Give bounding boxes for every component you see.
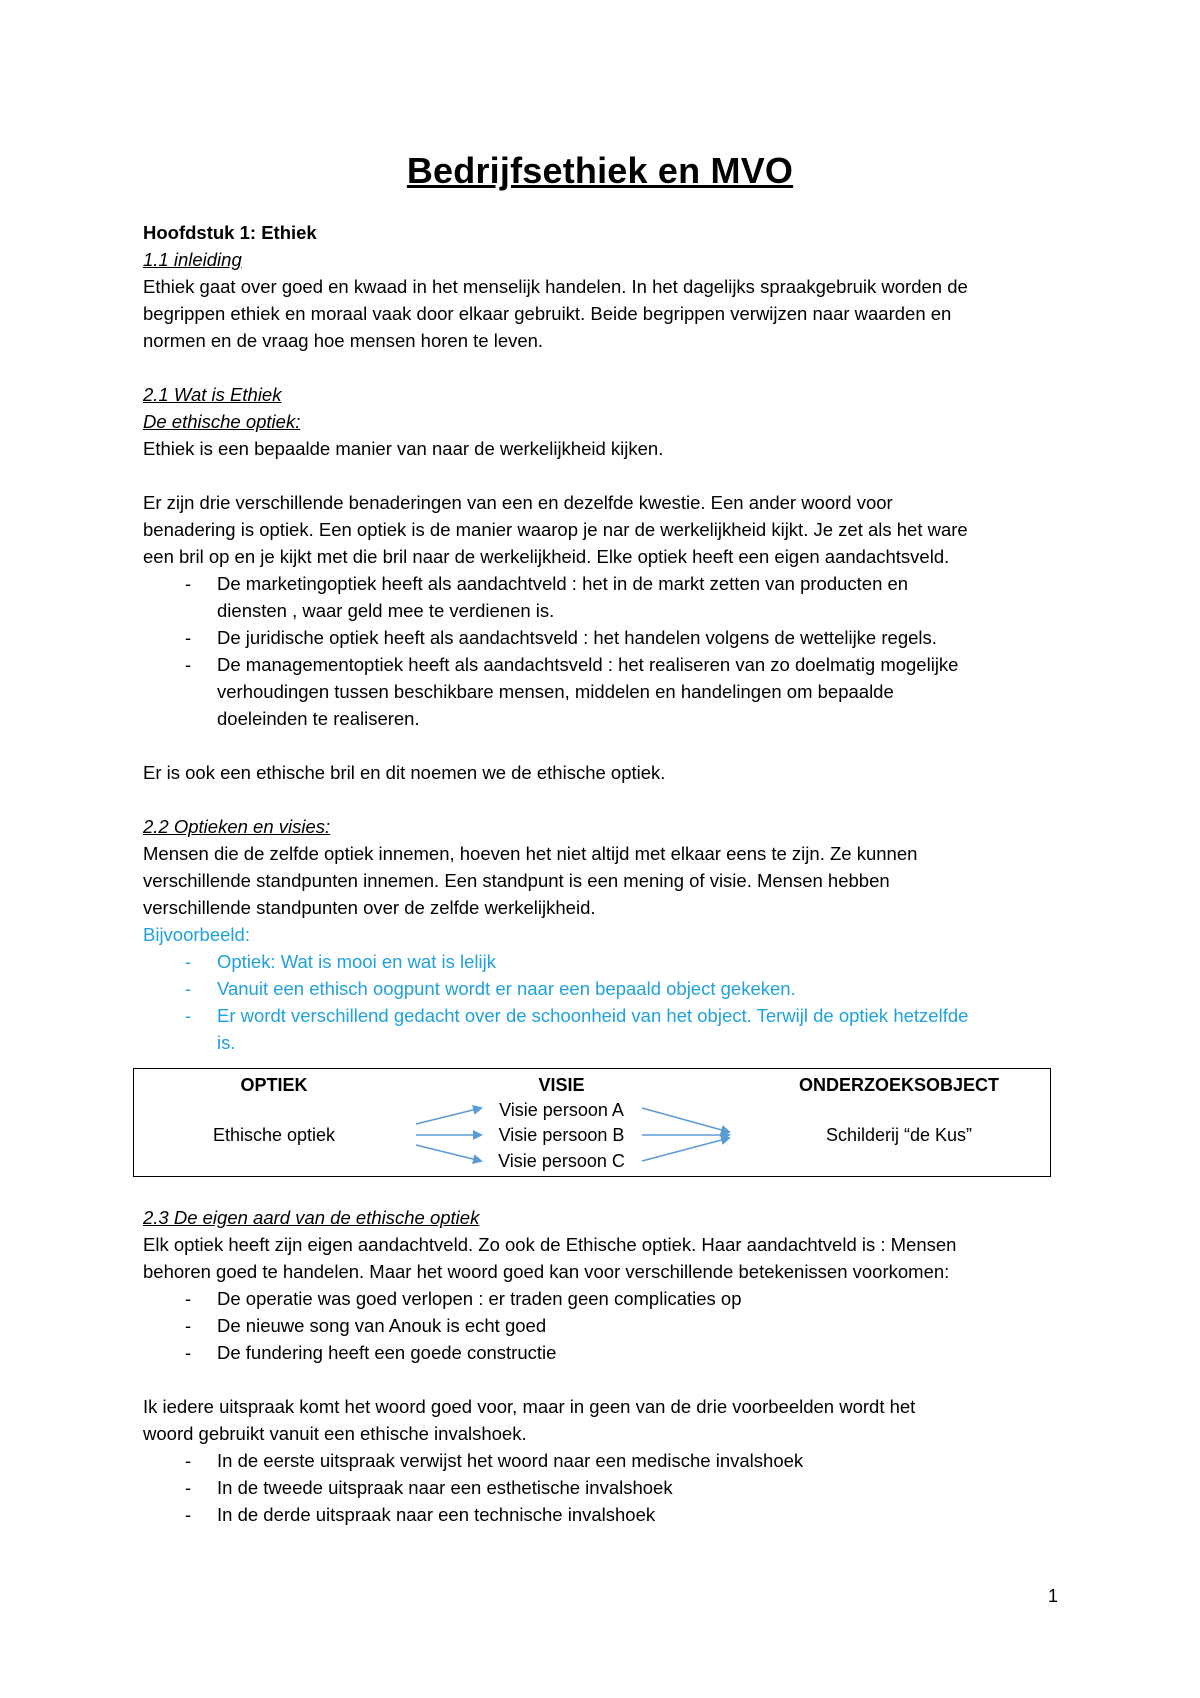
paragraph-line: Ik iedere uitspraak komt het woord goed voor, maar in geen van de drie voorbeelden wordt het: [143, 1396, 916, 1417]
spacer: [143, 462, 1063, 489]
spacer: [143, 1366, 1063, 1393]
arrow-visie-c-to-object: [642, 1138, 729, 1161]
paragraph-line: Elk optiek heeft zijn eigen aandachtveld. Zo ook de Ethische optiek. Haar aandachtveld is : Mensen: [143, 1234, 957, 1255]
list-item-line: De nieuwe song van Anouk is echt goed: [217, 1315, 547, 1336]
arrow-optiek-to-visie-a: [416, 1108, 481, 1124]
list-item-line: Er wordt verschillend gedacht over de schoonheid van het object. Terwijl de optiek hetzelfde: [217, 1005, 969, 1026]
paragraph-line: Ethiek is een bepaalde manier van naar de werkelijkheid kijken.: [143, 438, 664, 459]
list-item: [143, 651, 1063, 732]
bullet-list-invalshoek: [143, 1447, 1063, 1528]
document-body: [143, 219, 1063, 1528]
column-header-onderzoeksobject: ONDERZOEKSOBJECT: [798, 1075, 1000, 1095]
paragraph-line: Mensen die de zelfde optiek innemen, hoeven het niet altijd met elkaar eens te zijn. Ze kunnen: [143, 843, 918, 864]
list-item-line: De fundering heeft een goede constructie: [217, 1342, 557, 1363]
list-item: [143, 1501, 1063, 1528]
section-heading-2-2: 2.2 Optieken en visies:: [143, 816, 331, 837]
diagram-visie-c: Visie persoon C: [498, 1151, 625, 1171]
list-item-line: Optiek: Wat is mooi en wat is lelijk: [217, 951, 496, 972]
chapter-heading: Hoofdstuk 1: Ethiek: [143, 222, 317, 243]
paragraph-line: Ethiek gaat over goed en kwaad in het menselijk handelen. In het dagelijks spraakgebruik worden de: [143, 276, 968, 297]
list-item: [143, 1339, 1063, 1366]
list-item-line: diensten , waar geld mee te verdienen is.: [217, 600, 555, 621]
bullet-list-goed: [143, 1285, 1063, 1366]
paragraph-line: woord gebruikt vanuit een ethische invalshoek.: [143, 1423, 527, 1444]
diagram-visie-b: Visie persoon B: [498, 1125, 625, 1145]
list-item: [143, 1002, 1063, 1056]
list-item-line: In de derde uitspraak naar een technische invalshoek: [217, 1504, 656, 1525]
paragraph-line: behoren goed te handelen. Maar het woord goed kan voor verschillende betekenissen voorkomen:: [143, 1261, 950, 1282]
column-header-visie: VISIE: [538, 1075, 585, 1095]
section-heading-2-3: 2.3 De eigen aard van de ethische optiek: [143, 1207, 480, 1228]
subheading-ethische-optiek: De ethische optiek:: [143, 411, 301, 432]
spacer: [143, 786, 1063, 813]
column-header-optiek: OPTIEK: [240, 1075, 308, 1095]
paragraph-line: verschillende standpunten over de zelfde werkelijkheid.: [143, 897, 596, 918]
list-item-line: De marketingoptiek heeft als aandachtveld : het in de markt zetten van producten en: [217, 573, 909, 594]
bullet-list-example: [143, 948, 1063, 1056]
list-item-line: In de tweede uitspraak naar een esthetische invalshoek: [217, 1477, 673, 1498]
list-item-line: In de eerste uitspraak verwijst het woord naar een medische invalshoek: [217, 1450, 804, 1471]
arrow-optiek-to-visie-c: [416, 1145, 481, 1161]
diagram-optiek-label: Ethische optiek: [212, 1125, 336, 1145]
list-item: [143, 1312, 1063, 1339]
paragraph-line: normen en de vraag hoe mensen horen te leven.: [143, 330, 544, 351]
list-item-line: De managementoptiek heeft als aandachtsveld : het realiseren van zo doelmatig mogelijke: [217, 654, 959, 675]
paragraph-line: Er is ook een ethische bril en dit noemen we de ethische optiek.: [143, 762, 666, 783]
page-number: 1: [1048, 1586, 1059, 1606]
paragraph-line: Er zijn drie verschillende benaderingen van een en dezelfde kwestie. Een ander woord voor: [143, 492, 893, 513]
paragraph-line: begrippen ethiek en moraal vaak door elkaar gebruikt. Beide begrippen verwijzen naar waarden en: [143, 303, 952, 324]
list-item: [143, 570, 1063, 624]
list-item: [143, 948, 1063, 975]
spacer: [143, 354, 1063, 381]
spacer: [143, 732, 1063, 759]
list-item-line: verhoudingen tussen beschikbare mensen, middelen en handelingen om bepaalde: [217, 681, 894, 702]
diagram-object-label: Schilderij “de Kus”: [825, 1125, 973, 1145]
spacer: [143, 1177, 1063, 1204]
list-item: [143, 1474, 1063, 1501]
example-label: Bijvoorbeeld:: [143, 924, 250, 945]
list-item: [143, 1285, 1063, 1312]
list-item-line: Vanuit een ethisch oogpunt wordt er naar een bepaald object gekeken.: [217, 978, 796, 999]
list-item: [143, 1447, 1063, 1474]
list-item-line: doeleinden te realiseren.: [217, 708, 420, 729]
paragraph-line: benadering is optiek. Een optiek is de manier waarop je nar de werkelijkheid kijkt. Je zet als het ware: [143, 519, 968, 540]
list-item: [143, 975, 1063, 1002]
list-item-line: De operatie was goed verlopen : er traden geen complicaties op: [217, 1288, 742, 1309]
paragraph-line: verschillende standpunten innemen. Een standpunt is een mening of visie. Mensen hebben: [143, 870, 890, 891]
optiek-visie-diagram: [133, 1068, 1051, 1177]
diagram-visie-a: Visie persoon A: [499, 1100, 624, 1120]
section-heading-2-1: 2.1 Wat is Ethiek: [143, 384, 282, 405]
list-item-line: is.: [217, 1032, 236, 1053]
document-title: Bedrijfsethiek en MVO: [406, 150, 794, 191]
list-item-line: De juridische optiek heeft als aandachtsveld : het handelen volgens de wettelijke regels.: [217, 627, 937, 648]
paragraph-line: een bril op en je kijkt met die bril naar de werkelijkheid. Elke optiek heeft een eigen aandachtsveld.: [143, 546, 950, 567]
bullet-list-optieken: [143, 570, 1063, 732]
section-heading-1-1: 1.1 inleiding: [143, 249, 242, 270]
list-item: [143, 624, 1063, 651]
arrow-visie-a-to-object: [642, 1108, 729, 1132]
